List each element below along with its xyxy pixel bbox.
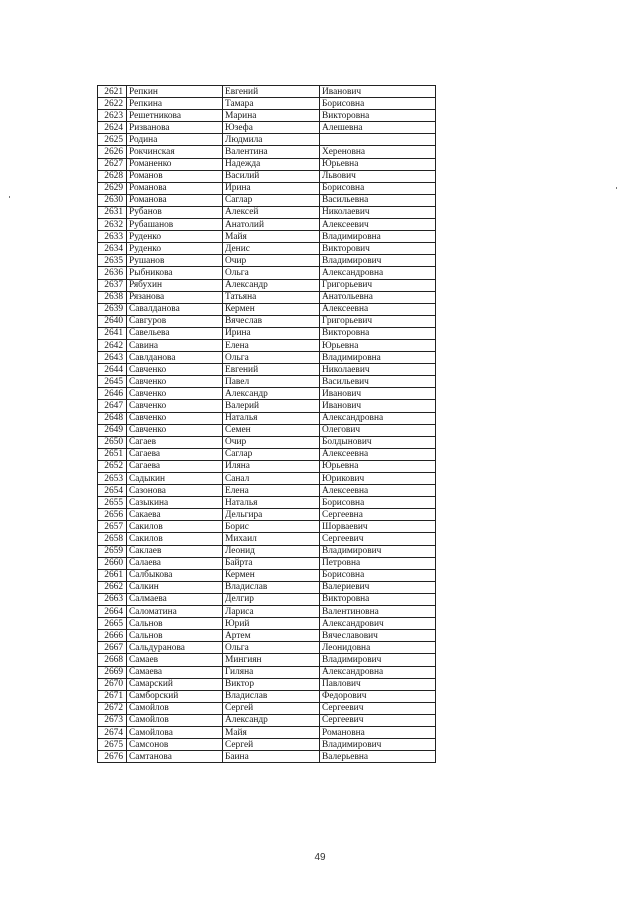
patronymic-cell: Николаевич [320,206,436,218]
last-name-cell: Савченко [127,364,223,376]
table-row [98,412,436,424]
first-name-cell: Байрта [223,557,320,569]
row-number: 2636 [98,267,127,279]
row-number: 2631 [98,206,127,218]
last-name-cell: Савченко [127,412,223,424]
patronymic-cell: Владимировна [320,352,436,364]
first-name-cell: Валерий [223,400,320,412]
table-row [98,182,436,194]
row-number: 2675 [98,739,127,751]
last-name-cell: Сакилов [127,533,223,545]
last-name-cell: Романова [127,182,223,194]
table-row [98,630,436,642]
last-name-cell: Самойлов [127,714,223,726]
row-number: 2647 [98,400,127,412]
patronymic-cell: Павлович [320,678,436,690]
patronymic-cell: Григорьевич [320,315,436,327]
patronymic-cell: Анатольевна [320,291,436,303]
first-name-cell: Баина [223,751,320,763]
last-name-cell: Сагаева [127,448,223,460]
last-name-cell: Репкина [127,98,223,110]
table-row [98,98,436,110]
row-number: 2658 [98,533,127,545]
row-number: 2648 [98,412,127,424]
table-row [98,146,436,158]
last-name-cell: Самарский [127,678,223,690]
patronymic-cell: Владимирович [320,654,436,666]
row-number: 2644 [98,364,127,376]
patronymic-cell: Викторовна [320,593,436,605]
table-row [98,255,436,267]
table-row [98,376,436,388]
row-number: 2676 [98,751,127,763]
patronymic-cell: Петровна [320,557,436,569]
row-number: 2668 [98,654,127,666]
row-number: 2663 [98,593,127,605]
first-name-cell: Надежда [223,158,320,170]
table-row [98,666,436,678]
first-name-cell: Валентина [223,146,320,158]
first-name-cell: Наталья [223,497,320,509]
table-row [98,436,436,448]
last-name-cell: Рушанов [127,255,223,267]
table-row [98,122,436,134]
patronymic-cell [320,134,436,146]
last-name-cell: Самсонов [127,739,223,751]
first-name-cell: Марина [223,110,320,122]
last-name-cell: Сакаева [127,509,223,521]
first-name-cell: Владислав [223,581,320,593]
last-name-cell: Самаева [127,666,223,678]
row-number: 2626 [98,146,127,158]
first-name-cell: Мингиян [223,654,320,666]
table-row [98,678,436,690]
row-number: 2643 [98,352,127,364]
patronymic-cell: Валерьевна [320,751,436,763]
row-number: 2654 [98,485,127,497]
row-number: 2652 [98,460,127,472]
last-name-cell: Рябухин [127,279,223,291]
table-row [98,194,436,206]
first-name-cell: Семен [223,424,320,436]
row-number: 2673 [98,714,127,726]
patronymic-cell: Григорьевич [320,279,436,291]
first-name-cell: Михаил [223,533,320,545]
table-row [98,702,436,714]
row-number: 2621 [98,86,127,98]
first-name-cell: Алексей [223,206,320,218]
last-name-cell: Руденко [127,231,223,243]
first-name-cell: Александр [223,714,320,726]
table-row [98,110,436,122]
last-name-cell: Рязанова [127,291,223,303]
table-row [98,315,436,327]
patronymic-cell: Сергеевич [320,702,436,714]
last-name-cell: Самаев [127,654,223,666]
patronymic-cell: Федорович [320,690,436,702]
page-number: 49 [314,852,326,863]
table-row [98,642,436,654]
first-name-cell: Виктор [223,678,320,690]
table-row [98,206,436,218]
last-name-cell: Романов [127,170,223,182]
patronymic-cell: Иванович [320,400,436,412]
patronymic-cell: Юрьевна [320,158,436,170]
row-number: 2646 [98,388,127,400]
row-number: 2649 [98,424,127,436]
last-name-cell: Репкин [127,86,223,98]
last-name-cell: Родина [127,134,223,146]
last-name-cell: Сальдуранова [127,642,223,654]
patronymic-cell: Владимирович [320,255,436,267]
row-number: 2666 [98,630,127,642]
table-row [98,352,436,364]
first-name-cell: Анатолий [223,219,320,231]
last-name-cell: Руденко [127,243,223,255]
last-name-cell: Савгуров [127,315,223,327]
last-name-cell: Сакилов [127,521,223,533]
patronymic-cell: Алексеевна [320,448,436,460]
first-name-cell: Вячеслав [223,315,320,327]
row-number: 2625 [98,134,127,146]
scan-speck [9,196,10,198]
name-roster-table [97,85,436,763]
last-name-cell: Рокчинская [127,146,223,158]
patronymic-cell: Владимирович [320,739,436,751]
first-name-cell: Евгений [223,86,320,98]
table-row [98,327,436,339]
patronymic-cell: Валериевич [320,581,436,593]
row-number: 2628 [98,170,127,182]
row-number: 2669 [98,666,127,678]
row-number: 2662 [98,581,127,593]
first-name-cell: Майя [223,231,320,243]
patronymic-cell: Александровна [320,666,436,678]
patronymic-cell: Юрьевна [320,339,436,351]
patronymic-cell: Викторович [320,243,436,255]
last-name-cell: Сазыкина [127,497,223,509]
roster-body [98,86,436,763]
table-row [98,279,436,291]
last-name-cell: Самойлов [127,702,223,714]
row-number: 2640 [98,315,127,327]
patronymic-cell: Сергеевич [320,714,436,726]
first-name-cell: Ирина [223,182,320,194]
last-name-cell: Савельева [127,327,223,339]
row-number: 2623 [98,110,127,122]
first-name-cell: Сергей [223,702,320,714]
first-name-cell: Санал [223,473,320,485]
scan-speck [616,187,617,189]
row-number: 2672 [98,702,127,714]
patronymic-cell: Сергеевич [320,533,436,545]
last-name-cell: Самборский [127,690,223,702]
row-number: 2660 [98,557,127,569]
row-number: 2638 [98,291,127,303]
row-number: 2624 [98,122,127,134]
patronymic-cell: Валентиновна [320,606,436,618]
last-name-cell: Ризванова [127,122,223,134]
first-name-cell: Владислав [223,690,320,702]
first-name-cell: Ирина [223,327,320,339]
patronymic-cell: Александровна [320,267,436,279]
first-name-cell: Иляна [223,460,320,472]
first-name-cell: Юрий [223,618,320,630]
first-name-cell: Тамара [223,98,320,110]
patronymic-cell: Алексеевич [320,219,436,231]
row-number: 2632 [98,219,127,231]
table-row [98,533,436,545]
table-row [98,86,436,98]
table-row [98,339,436,351]
last-name-cell: Сагаев [127,436,223,448]
patronymic-cell: Юрьевна [320,460,436,472]
patronymic-cell: Викторовна [320,110,436,122]
last-name-cell: Романова [127,194,223,206]
row-number: 2653 [98,473,127,485]
table-row [98,739,436,751]
patronymic-cell: Леонидовна [320,642,436,654]
table-row [98,158,436,170]
row-number: 2629 [98,182,127,194]
patronymic-cell: Олегович [320,424,436,436]
last-name-cell: Савлданова [127,352,223,364]
table-row [98,726,436,738]
row-number: 2670 [98,678,127,690]
row-number: 2633 [98,231,127,243]
patronymic-cell: Владимировна [320,231,436,243]
first-name-cell: Сергей [223,739,320,751]
row-number: 2661 [98,569,127,581]
first-name-cell: Майя [223,726,320,738]
first-name-cell: Павел [223,376,320,388]
first-name-cell: Дельгира [223,509,320,521]
table-row [98,751,436,763]
table-row [98,485,436,497]
patronymic-cell: Болдынович [320,436,436,448]
row-number: 2650 [98,436,127,448]
last-name-cell: Рубашанов [127,219,223,231]
patronymic-cell: Вячеславович [320,630,436,642]
last-name-cell: Решетникова [127,110,223,122]
first-name-cell: Александр [223,388,320,400]
last-name-cell: Рыбникова [127,267,223,279]
patronymic-cell: Александрович [320,618,436,630]
patronymic-cell: Васильевич [320,376,436,388]
last-name-cell: Салкин [127,581,223,593]
last-name-cell: Савченко [127,388,223,400]
first-name-cell: Очир [223,436,320,448]
row-number: 2671 [98,690,127,702]
table-row [98,690,436,702]
first-name-cell: Очир [223,255,320,267]
first-name-cell: Елена [223,339,320,351]
row-number: 2639 [98,303,127,315]
first-name-cell: Александр [223,279,320,291]
last-name-cell: Сагаева [127,460,223,472]
first-name-cell: Делгир [223,593,320,605]
first-name-cell: Саглар [223,194,320,206]
first-name-cell: Борис [223,521,320,533]
patronymic-cell: Иванович [320,388,436,400]
last-name-cell: Савалданова [127,303,223,315]
table-row [98,618,436,630]
patronymic-cell: Романовна [320,726,436,738]
table-row [98,509,436,521]
last-name-cell: Салбыкова [127,569,223,581]
last-name-cell: Савченко [127,376,223,388]
table-row [98,521,436,533]
first-name-cell: Кермен [223,303,320,315]
table-row [98,303,436,315]
last-name-cell: Савченко [127,424,223,436]
table-row [98,593,436,605]
patronymic-cell: Борисовна [320,497,436,509]
row-number: 2655 [98,497,127,509]
row-number: 2659 [98,545,127,557]
last-name-cell: Романенко [127,158,223,170]
table-row [98,654,436,666]
row-number: 2642 [98,339,127,351]
first-name-cell: Артем [223,630,320,642]
table-row [98,267,436,279]
last-name-cell: Самойлова [127,726,223,738]
last-name-cell: Сазонова [127,485,223,497]
last-name-cell: Салмаева [127,593,223,605]
first-name-cell: Гиляна [223,666,320,678]
table-row [98,219,436,231]
first-name-cell: Юзефа [223,122,320,134]
last-name-cell: Савченко [127,400,223,412]
first-name-cell: Евгений [223,364,320,376]
patronymic-cell: Борисовна [320,569,436,581]
row-number: 2657 [98,521,127,533]
patronymic-cell: Борисовна [320,98,436,110]
patronymic-cell: Владимирович [320,545,436,557]
last-name-cell: Рубанов [127,206,223,218]
table-row [98,448,436,460]
first-name-cell: Ольга [223,642,320,654]
row-number: 2664 [98,606,127,618]
table-row [98,424,436,436]
last-name-cell: Савина [127,339,223,351]
patronymic-cell: Алексеевна [320,485,436,497]
patronymic-cell: Борисовна [320,182,436,194]
patronymic-cell: Львович [320,170,436,182]
first-name-cell: Ольга [223,267,320,279]
table-row [98,400,436,412]
table-row [98,557,436,569]
patronymic-cell: Васильевна [320,194,436,206]
last-name-cell: Салаева [127,557,223,569]
row-number: 2656 [98,509,127,521]
row-number: 2645 [98,376,127,388]
table-row [98,134,436,146]
row-number: 2641 [98,327,127,339]
table-row [98,581,436,593]
first-name-cell: Татьяна [223,291,320,303]
row-number: 2667 [98,642,127,654]
patronymic-cell: Алексеевна [320,303,436,315]
first-name-cell: Наталья [223,412,320,424]
last-name-cell: Саломатина [127,606,223,618]
row-number: 2665 [98,618,127,630]
row-number: 2622 [98,98,127,110]
table-row [98,569,436,581]
first-name-cell: Василий [223,170,320,182]
row-number: 2635 [98,255,127,267]
last-name-cell: Самтанова [127,751,223,763]
first-name-cell: Лариса [223,606,320,618]
patronymic-cell: Шорваевич [320,521,436,533]
table-row [98,231,436,243]
patronymic-cell: Иванович [320,86,436,98]
table-row [98,606,436,618]
table-row [98,243,436,255]
row-number: 2634 [98,243,127,255]
table-row [98,497,436,509]
row-number: 2630 [98,194,127,206]
row-number: 2627 [98,158,127,170]
table-row [98,170,436,182]
patronymic-cell: Хереновна [320,146,436,158]
first-name-cell: Людмила [223,134,320,146]
last-name-cell: Сальнов [127,618,223,630]
table-row [98,364,436,376]
first-name-cell: Кермен [223,569,320,581]
row-number: 2637 [98,279,127,291]
patronymic-cell: Юрикович [320,473,436,485]
first-name-cell: Денис [223,243,320,255]
first-name-cell: Елена [223,485,320,497]
patronymic-cell: Александровна [320,412,436,424]
table-row [98,714,436,726]
patronymic-cell: Николаевич [320,364,436,376]
first-name-cell: Леонид [223,545,320,557]
first-name-cell: Ольга [223,352,320,364]
patronymic-cell: Викторовна [320,327,436,339]
row-number: 2651 [98,448,127,460]
row-number: 2674 [98,726,127,738]
last-name-cell: Сальнов [127,630,223,642]
patronymic-cell: Алешевна [320,122,436,134]
table-row [98,545,436,557]
patronymic-cell: Сергеевна [320,509,436,521]
last-name-cell: Садыкин [127,473,223,485]
table-row [98,388,436,400]
first-name-cell: Саглар [223,448,320,460]
table-row [98,460,436,472]
table-row [98,473,436,485]
table-row [98,291,436,303]
last-name-cell: Саклаев [127,545,223,557]
